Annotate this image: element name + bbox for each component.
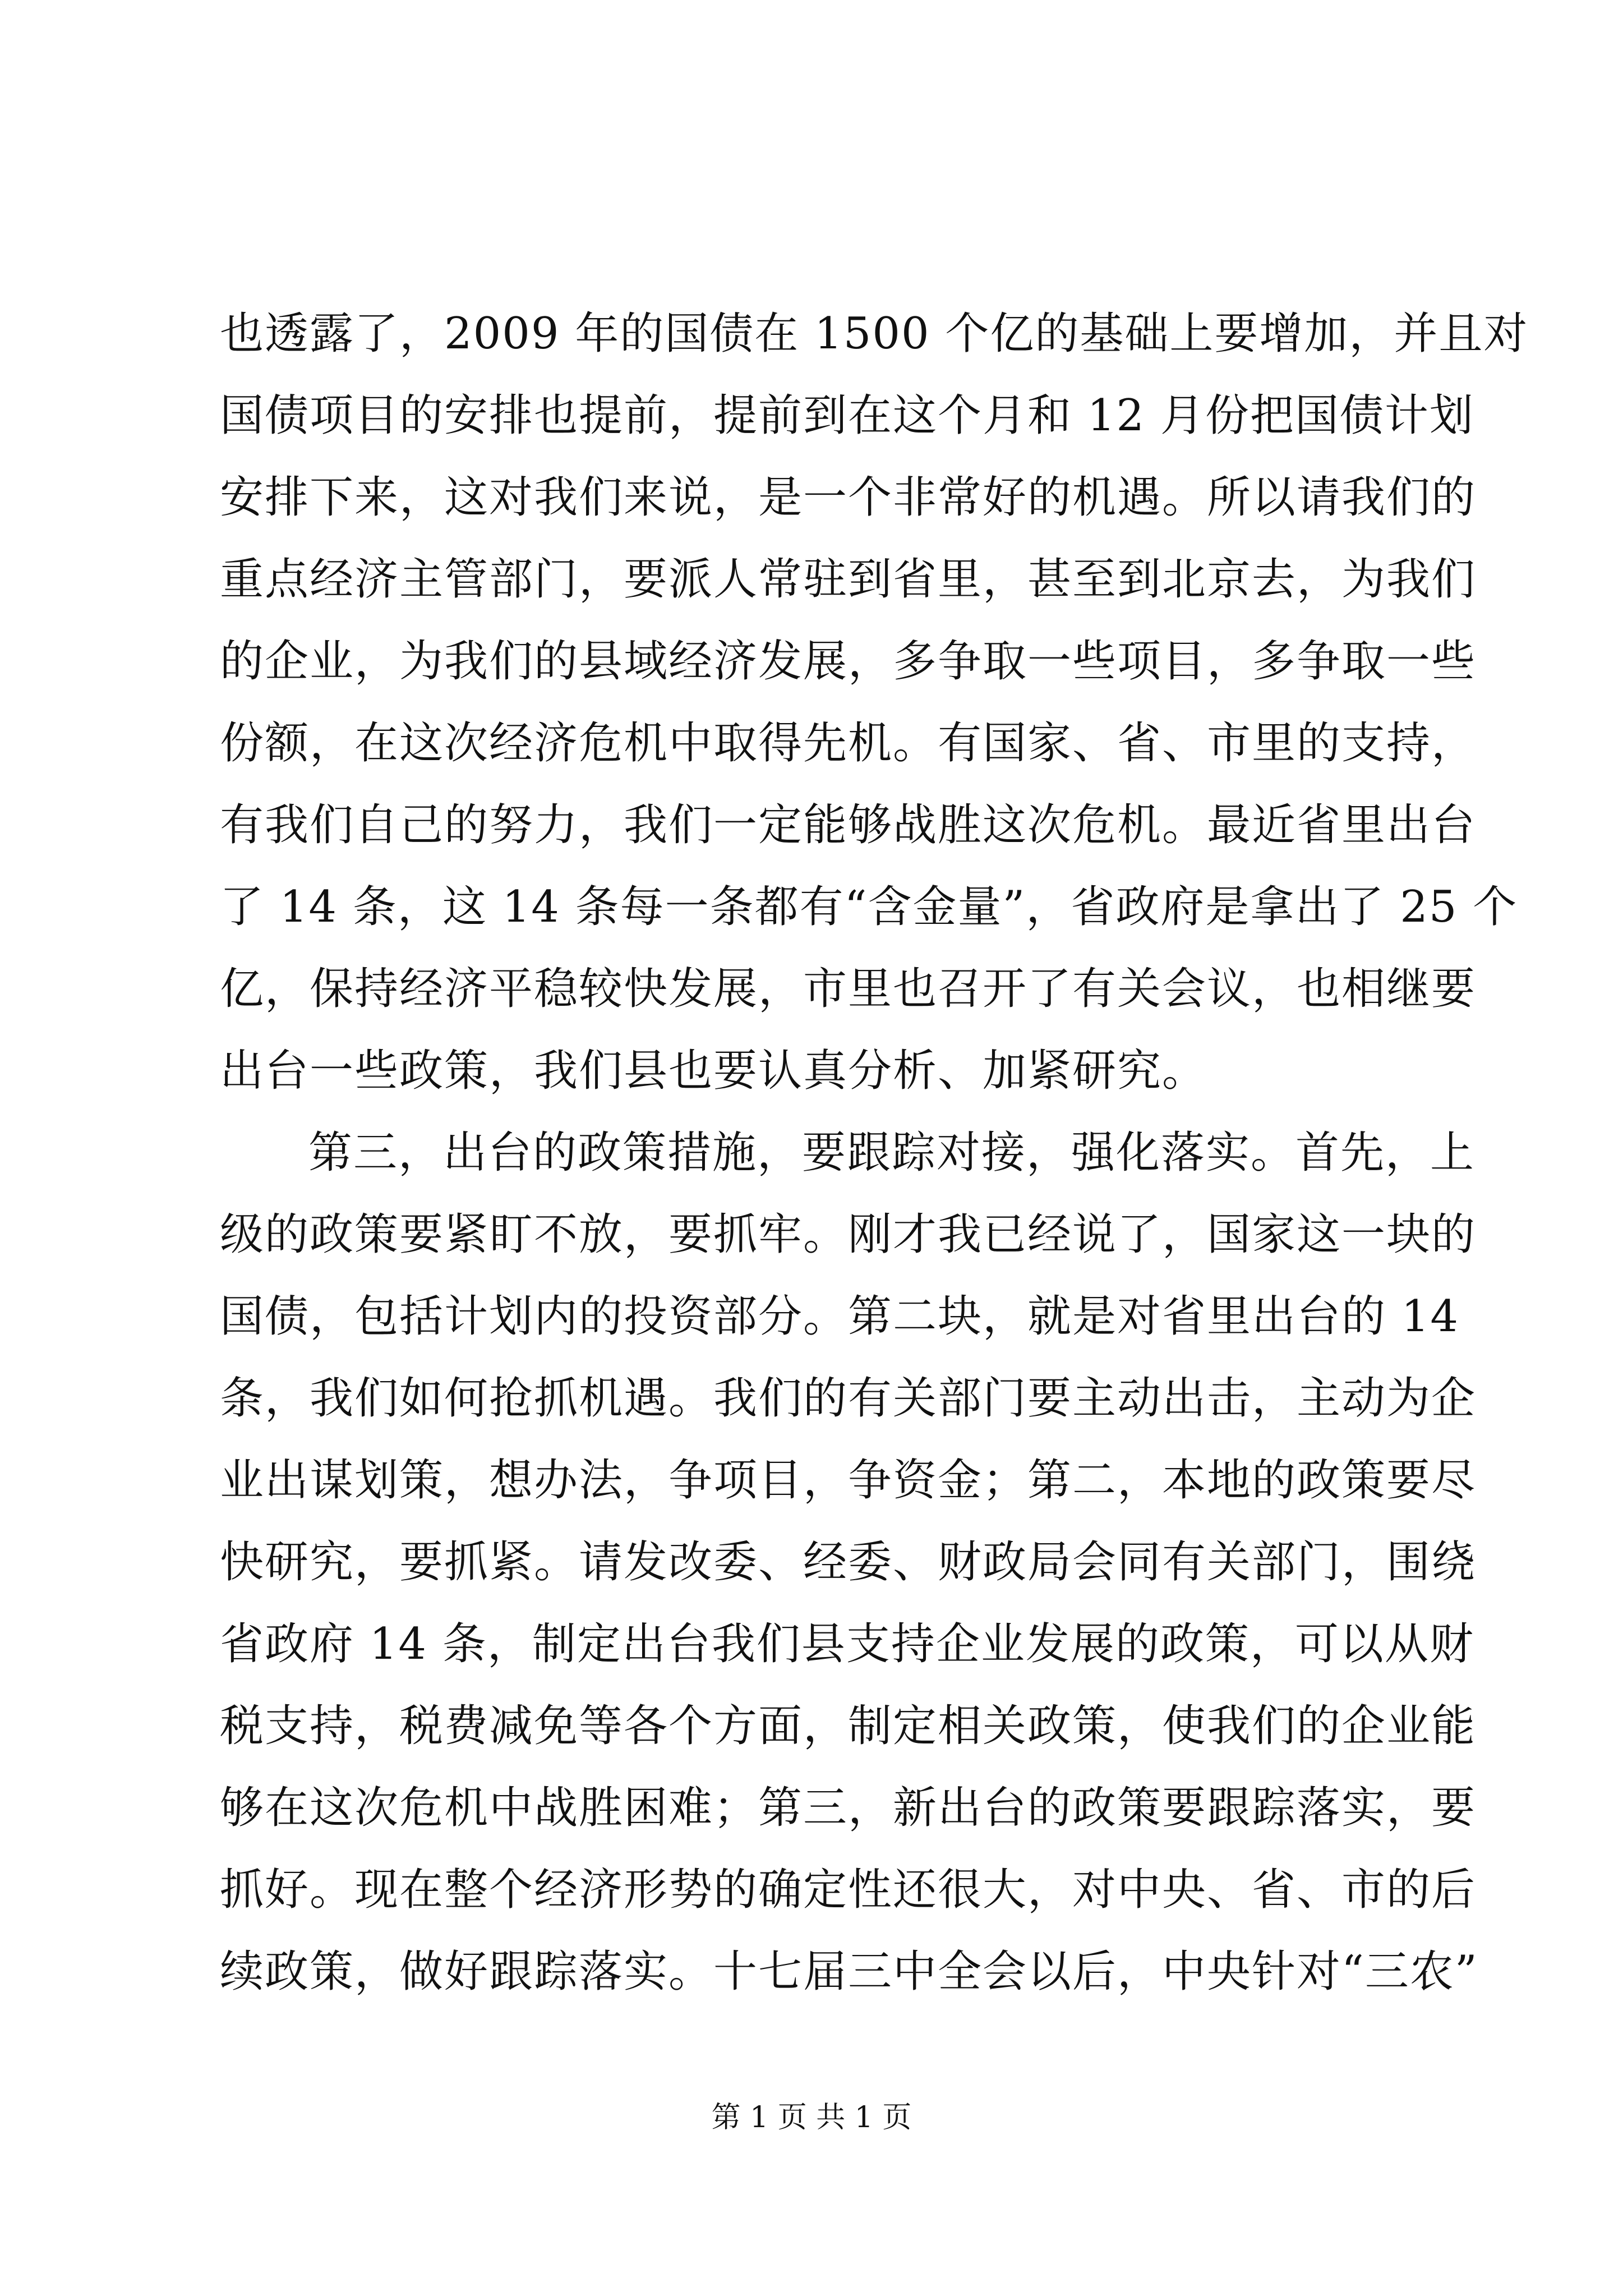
text-line: 重点经济主管部门，要派人常驻到省里，甚至到北京去，为我们 [220, 554, 1477, 605]
text-line: 亿，保持经济平稳较快发展，市里也召开了有关会议，也相继要 [220, 964, 1477, 1014]
text-line: 快研究，要抓紧。请发改委、经委、财政局会同有关部门，围绕 [220, 1537, 1477, 1588]
text-line: 条，我们如何抢抓机遇。我们的有关部门要主动出击，主动为企 [220, 1373, 1477, 1424]
text-line: 续政策，做好跟踪落实。十七届三中全会以后，中央针对“三农” [220, 1947, 1478, 1997]
text-line: 有我们自己的努力，我们一定能够战胜这次危机。最近省里出台 [220, 800, 1477, 850]
text-line: 了 14 条，这 14 条每一条都有“含金量”，省政府是拿出了 25 个 [220, 882, 1518, 932]
paragraph-start-line: 第三，出台的政策措施，要跟踪对接，强化落实。首先，上 [308, 1128, 1476, 1178]
text-line: 够在这次危机中战胜困难；第三，新出台的政策要跟踪落实，要 [220, 1783, 1477, 1833]
text-line: 国债项目的安排也提前，提前到在这个月和 12 月份把国债计划 [220, 390, 1474, 441]
text-line: 业出谋划策，想办法，争项目，争资金；第二，本地的政策要尽 [220, 1455, 1477, 1506]
text-line: 省政府 14 条，制定出台我们县支持企业发展的政策，可以从财 [220, 1619, 1474, 1669]
text-line: 安排下来，这对我们来说，是一个非常好的机遇。所以请我们的 [220, 472, 1477, 523]
text-line: 出台一些政策，我们县也要认真分析、加紧研究。 [220, 1046, 1207, 1096]
text-line: 级的政策要紧盯不放，要抓牢。刚才我已经说了，国家这一块的 [220, 1209, 1477, 1260]
text-line: 也透露了，2009 年的国债在 1500 个亿的基础上要增加，并且对 [220, 309, 1529, 359]
text-line: 抓好。现在整个经济形势的确定性还很大，对中央、省、市的后 [220, 1865, 1477, 1915]
text-line: 的企业，为我们的县域经济发展，多争取一些项目，多争取一些 [220, 636, 1477, 687]
page-footer: 第 1 页 共 1 页 [711, 2101, 912, 2134]
text-line: 税支持，税费减免等各个方面，制定相关政策，使我们的企业能 [220, 1701, 1477, 1751]
text-line: 份额，在这次经济危机中取得先机。有国家、省、市里的支持， [220, 718, 1477, 769]
text-line: 国债，包括计划内的投资部分。第二块，就是对省里出台的 14 [220, 1291, 1460, 1342]
document-body [220, 293, 1529, 2013]
